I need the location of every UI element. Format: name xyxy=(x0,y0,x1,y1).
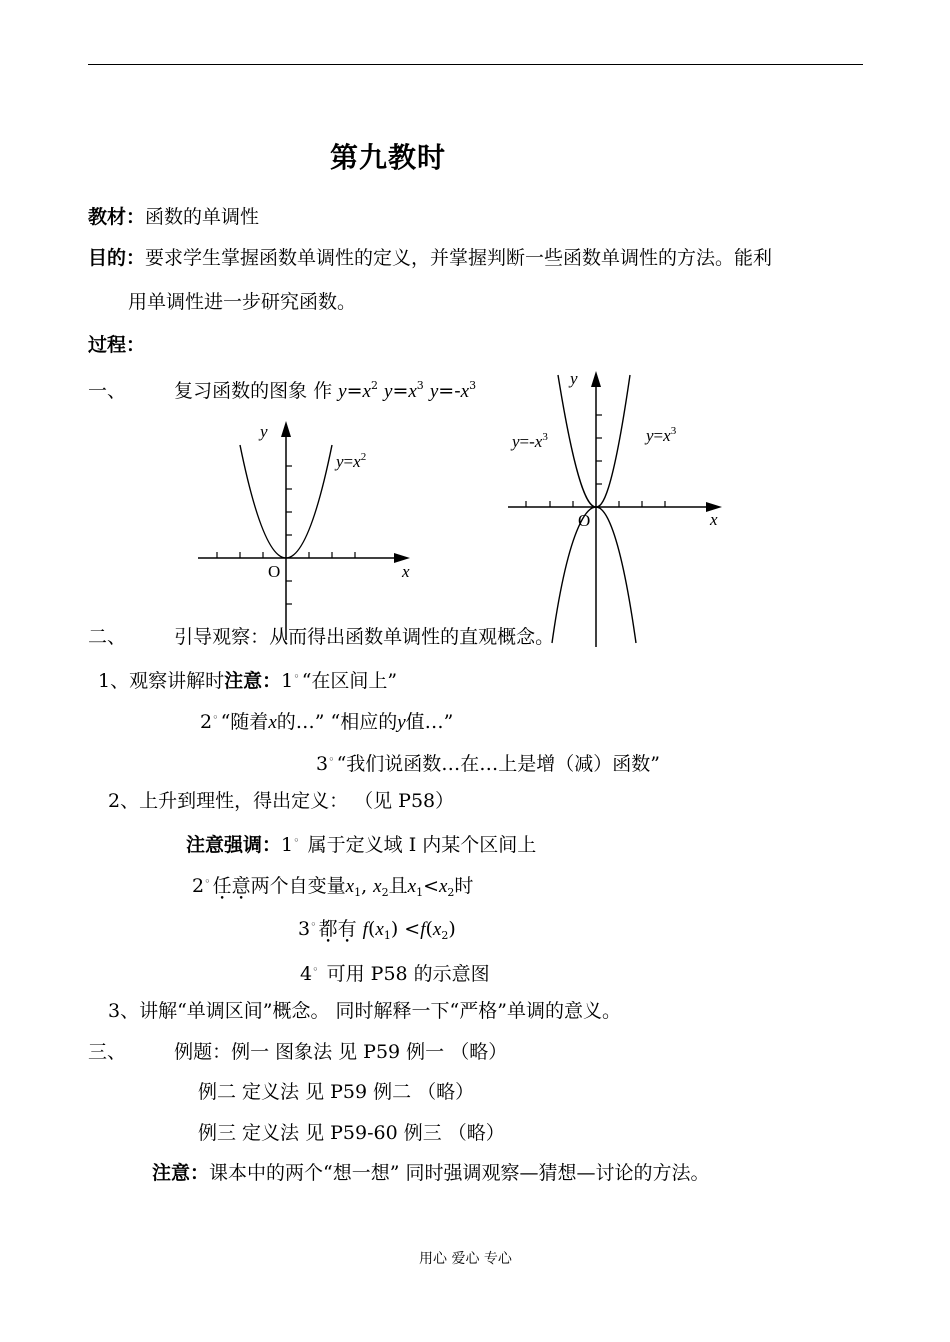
interval-line: 3、讲解“单调区间”概念。 同时解释一下“严格”单调的意义。 xyxy=(108,1000,621,1022)
emphasis1-text: 属于定义域 I 内某个区间上 xyxy=(301,834,537,856)
graph1-x-label: x xyxy=(402,562,410,581)
material-label: 教材： xyxy=(88,206,146,228)
e3-p3: ( xyxy=(425,918,433,940)
observe-line xyxy=(98,665,397,693)
e2-s2: 2 xyxy=(381,886,389,899)
graph2-y-label: y xyxy=(570,369,578,388)
graph1-curve-label: $y=x^2$ xyxy=(336,451,367,471)
point2-x: x xyxy=(268,712,277,733)
section-one-heading xyxy=(88,374,476,404)
section-two-number: 二、 xyxy=(88,626,127,648)
emphasis-line-2 xyxy=(192,870,473,905)
e3-f1: f xyxy=(362,919,368,940)
note-text: 课本中的两个“想一想” 同时强调观察—猜想—讨论的方法。 xyxy=(209,1162,710,1184)
emphasis3-dotted-2: 有 xyxy=(337,918,357,940)
e2-and: 且 xyxy=(388,875,408,897)
emphasis3-number: 3 xyxy=(298,918,311,940)
section-three-number: 三、 xyxy=(88,1041,127,1063)
point3-number: 3 xyxy=(316,753,329,775)
purpose-text: 要求学生掌握函数单调性的定义，并掌握判断一些函数单调性的方法。能利 xyxy=(145,247,773,269)
graph2-pos-label: $y=x^3$ xyxy=(646,425,677,445)
emphasis2-number: 2 xyxy=(192,875,205,897)
point1-text: “在区间上” xyxy=(301,670,398,692)
e2-x2: x xyxy=(373,876,382,897)
section-three-heading xyxy=(88,1040,507,1064)
emphasis2-text: 两个自变量 xyxy=(250,875,346,897)
point3-degree: ◦ xyxy=(328,753,335,766)
e3-s2: 2 xyxy=(441,929,449,942)
f3-exp: 3 xyxy=(469,379,477,392)
note-label: 注意： xyxy=(152,1162,210,1184)
e3-x2: x xyxy=(432,919,442,940)
e3-p2: ) < xyxy=(390,918,421,940)
section-two-heading xyxy=(88,625,554,649)
emphasis3-dotted-1: 都 xyxy=(318,918,338,940)
f2-eq: = xyxy=(392,380,409,402)
point2-text-a: “随着 xyxy=(220,711,269,733)
point1-number: 1 xyxy=(281,670,294,692)
point2-text-c: 值…” xyxy=(405,711,454,733)
purpose-label: 目的： xyxy=(88,247,146,269)
f1-exp: 2 xyxy=(370,379,378,392)
e3-f2: f xyxy=(420,919,426,940)
e2-x3: x xyxy=(407,876,417,897)
graph1-origin: O xyxy=(268,562,281,581)
f3-eq: =- xyxy=(438,380,461,402)
page-title: 第九教时 xyxy=(330,141,447,174)
material-text: 函数的单调性 xyxy=(145,206,260,228)
e2-comma: , xyxy=(361,875,374,897)
emphasis4-degree: ◦ xyxy=(312,963,319,976)
graph2-cubic-curve xyxy=(552,375,630,643)
e3-s1: 1 xyxy=(383,929,391,942)
f3-x: x xyxy=(460,381,470,402)
f2-x: x xyxy=(408,381,417,402)
emphasis1-degree: ◦ xyxy=(293,834,300,847)
point3-line xyxy=(316,748,660,776)
graph1-y-arrow xyxy=(281,421,291,437)
emphasis4-text: 可用 P58 的示意图 xyxy=(320,963,490,985)
emphasis2-dotted-2: 意 xyxy=(231,875,251,897)
observe-note-label: 注意： xyxy=(224,670,282,692)
e3-p4: ) xyxy=(448,918,456,940)
note-line xyxy=(152,1161,709,1185)
emphasis-label: 注意强调： xyxy=(186,834,282,856)
emphasis2-dotted-1: 任 xyxy=(212,875,232,897)
f1-eq: = xyxy=(346,380,363,402)
point2-line xyxy=(200,706,453,735)
section-one-text: 复习函数的图象 作 xyxy=(174,380,333,402)
e2-s3: 1 xyxy=(416,886,424,899)
f2-y: y xyxy=(384,381,393,402)
example-three: 例三 定义法 见 P59-60 例三 （略） xyxy=(198,1122,505,1144)
point2-text-b: 的…” “相应的 xyxy=(276,711,398,733)
section-two-text: 引导观察：从而得出函数单调性的直观概念。 xyxy=(174,626,555,648)
graph-cubic xyxy=(500,365,740,650)
emphasis-line-1 xyxy=(186,829,536,857)
emphasis3-degree: ◦ xyxy=(310,918,317,931)
emphasis2-degree: ◦ xyxy=(204,875,211,888)
purpose-line xyxy=(88,246,772,270)
emphasis-line-4 xyxy=(300,958,490,986)
point2-y: y xyxy=(397,712,406,733)
e2-s4: 2 xyxy=(447,886,455,899)
e2-x4: x xyxy=(438,876,448,897)
f2-exp: 3 xyxy=(416,379,424,392)
top-rule xyxy=(88,64,863,65)
point2-degree: ◦ xyxy=(212,711,219,724)
page-footer: 用心 爱心 专心 xyxy=(419,1251,512,1267)
graph2-origin: O xyxy=(578,511,591,530)
example-two: 例二 定义法 见 P59 例二 （略） xyxy=(198,1081,475,1103)
e2-lt: < xyxy=(423,875,439,897)
definition-line: 2、上升到理性，得出定义： （见 P58） xyxy=(108,790,455,812)
e2-s1: 1 xyxy=(354,886,362,899)
e3-p1: ( xyxy=(367,918,376,940)
e2-x1: x xyxy=(345,876,355,897)
material-line xyxy=(88,205,259,229)
f1-y: y xyxy=(338,381,347,402)
section-one-number: 一、 xyxy=(88,380,127,402)
f3-y: y xyxy=(429,381,439,402)
graph1-y-label: y xyxy=(260,422,268,441)
e3-x1: x xyxy=(375,919,384,940)
graph2-y-arrow xyxy=(591,371,601,387)
observe-text: 1、观察讲解时 xyxy=(98,670,225,692)
process-label: 过程： xyxy=(88,334,146,356)
e2-time: 时 xyxy=(454,875,474,897)
point1-degree: ◦ xyxy=(293,670,300,683)
point3-text: “我们说函数…在…上是增（减）函数” xyxy=(336,753,661,775)
emphasis1-number: 1 xyxy=(281,834,294,856)
emphasis4-number: 4 xyxy=(300,963,313,985)
f1-x: x xyxy=(362,381,371,402)
graph2-x-label: x xyxy=(710,510,718,529)
graph-parabola xyxy=(190,415,420,645)
purpose-line-2: 用单调性进一步研究函数。 xyxy=(128,291,357,313)
point2-number: 2 xyxy=(200,711,213,733)
example-one: 例题：例一 图象法 见 P59 例一 （略） xyxy=(174,1041,508,1063)
emphasis-line-3 xyxy=(298,913,456,948)
graph2-neg-label: $y=-x^3$ xyxy=(512,431,548,451)
